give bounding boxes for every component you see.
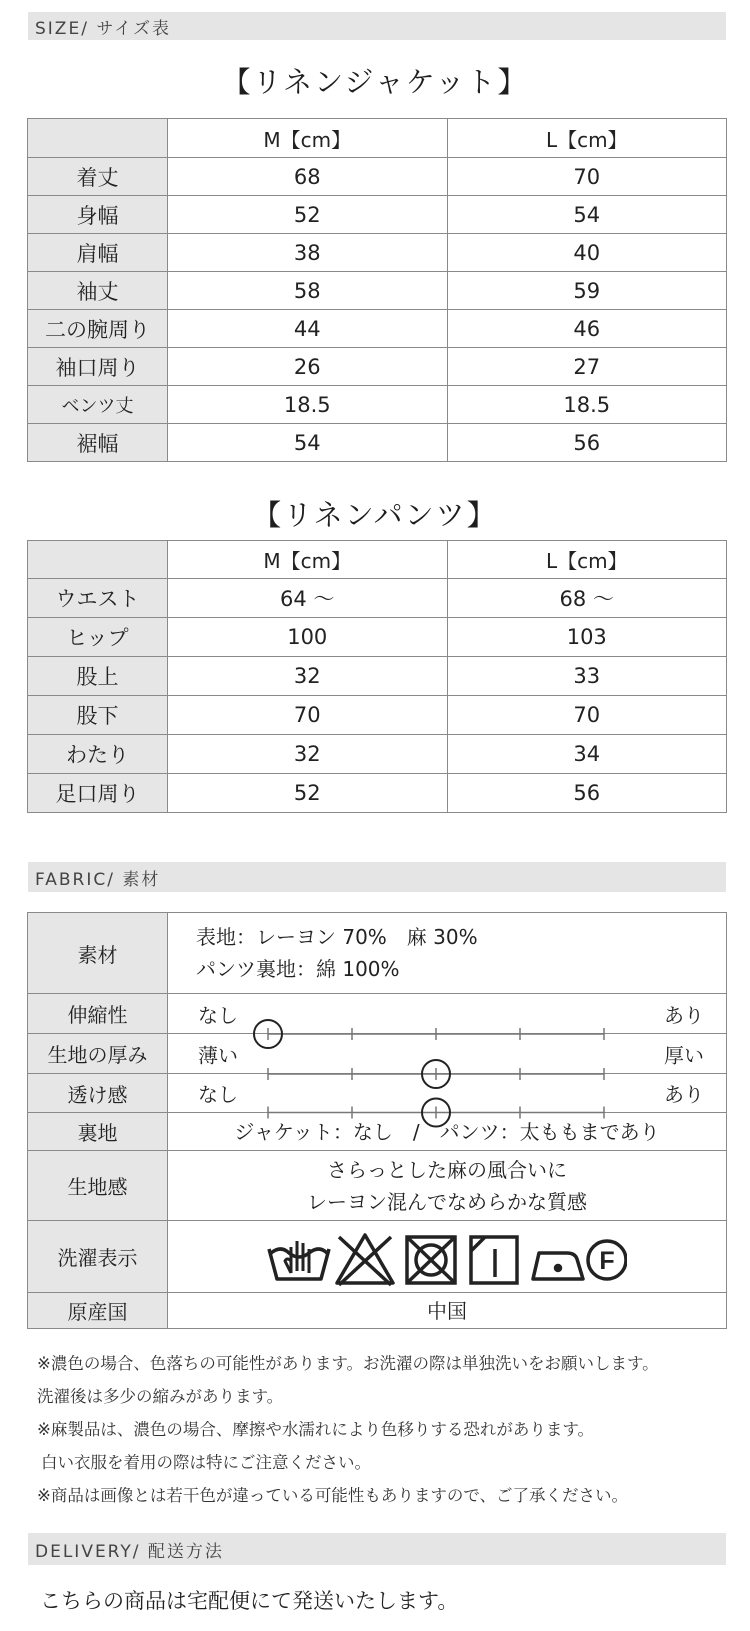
- row-label: ヒップ: [28, 618, 168, 657]
- material-cell: [168, 913, 727, 994]
- row-label: 股上: [28, 657, 168, 696]
- jacket-title: 【リネンジャケット】: [221, 65, 529, 99]
- scale-left-label: なし: [198, 1003, 238, 1027]
- dry-clean-f-icon: [588, 1241, 626, 1279]
- value-m: 68: [168, 158, 448, 196]
- stretch-scale-cell: [168, 994, 727, 1034]
- value-m: 70: [168, 696, 448, 735]
- header-blank-cell: [28, 119, 168, 158]
- table-row: [28, 386, 727, 424]
- header-m: M【cm】: [168, 541, 448, 579]
- table-row: [28, 158, 727, 196]
- table-row: [28, 348, 727, 386]
- table-row: [28, 774, 727, 813]
- scale-left-label: 薄い: [198, 1043, 238, 1067]
- value-l: 46: [447, 310, 727, 348]
- value-m: 52: [168, 774, 448, 813]
- table-header-row: [28, 119, 727, 158]
- value-l: 27: [447, 348, 727, 386]
- table-header-row: [28, 541, 727, 579]
- notes: [37, 1347, 737, 1512]
- line-dry-shade-icon: [471, 1237, 517, 1283]
- header-l: L【cm】: [447, 119, 727, 158]
- value-l: 70: [447, 696, 727, 735]
- fabric-row-feel: [28, 1151, 727, 1221]
- table-row: [28, 618, 727, 657]
- fabric-row-origin: [28, 1293, 727, 1329]
- row-label: 生地感: [28, 1151, 168, 1221]
- feel-line-1: さらっとした麻の風合いに: [327, 1157, 567, 1182]
- value-l: 56: [447, 774, 727, 813]
- value-m: 18.5: [168, 386, 448, 424]
- stretch-scale-graphic: [168, 1014, 728, 1054]
- note-line: ※商品は画像とは若干色が違っている可能性もありますので、ご了承ください。: [37, 1486, 628, 1505]
- row-label: 袖口周り: [28, 348, 168, 386]
- header-l: L【cm】: [447, 541, 727, 579]
- thickness-scale-graphic: [168, 1054, 728, 1094]
- value-m: 26: [168, 348, 448, 386]
- row-label: 着丈: [28, 158, 168, 196]
- row-label: ウエスト: [28, 579, 168, 618]
- row-label: 生地の厚み: [28, 1034, 168, 1074]
- material-line-1: 表地：レーヨン 70% 麻 30%: [196, 925, 478, 949]
- header-m: M【cm】: [168, 119, 448, 158]
- fabric-row-stretch: [28, 994, 727, 1034]
- row-label: 裏地: [28, 1113, 168, 1151]
- row-label: 身幅: [28, 196, 168, 234]
- row-label: わたり: [28, 735, 168, 774]
- fabric-row-material: [28, 913, 727, 994]
- value-m: 32: [168, 735, 448, 774]
- lining-value: ジャケット：なし / パンツ：太ももまであり: [168, 1113, 727, 1151]
- care-icons-cell: [168, 1221, 727, 1293]
- value-l: 33: [447, 657, 727, 696]
- value-m: 52: [168, 196, 448, 234]
- fabric-row-care: [28, 1221, 727, 1293]
- material-line-2: パンツ裏地：綿 100%: [196, 957, 400, 981]
- hand-wash-icon: [269, 1241, 329, 1279]
- no-tumble-dry-icon: [407, 1237, 455, 1283]
- value-l: 54: [447, 196, 727, 234]
- value-m: 64 〜: [168, 579, 448, 618]
- fabric-table: [27, 912, 727, 1329]
- scale-right-label: 厚い: [664, 1043, 704, 1067]
- note-line: 白い衣服を着用の際は特にご注意ください。: [41, 1453, 371, 1472]
- value-m: 44: [168, 310, 448, 348]
- iron-low-icon: [533, 1253, 583, 1279]
- table-row: [28, 272, 727, 310]
- table-row: [28, 579, 727, 618]
- scale-left-label: なし: [198, 1082, 238, 1107]
- sheer-scale-graphic: [168, 1093, 728, 1132]
- jacket-size-table: [27, 118, 727, 462]
- table-row: [28, 735, 727, 774]
- value-l: 40: [447, 234, 727, 272]
- value-l: 103: [447, 618, 727, 657]
- value-l: 68 〜: [447, 579, 727, 618]
- value-m: 58: [168, 272, 448, 310]
- table-row: [28, 657, 727, 696]
- delivery-text: こちらの商品は宅配便にて発送いたします。: [40, 1589, 459, 1613]
- row-label: 素材: [28, 913, 168, 994]
- origin-value: 中国: [168, 1293, 727, 1329]
- note-line: ※麻製品は、濃色の場合、摩擦や水濡れにより色移りする恐れがあります。: [37, 1420, 595, 1439]
- value-m: 100: [168, 618, 448, 657]
- feel-cell: [168, 1151, 727, 1221]
- scale-right-label: あり: [664, 1003, 704, 1027]
- care-symbols: [267, 1227, 627, 1287]
- value-l: 18.5: [447, 386, 727, 424]
- fabric-section-heading: FABRIC/ 素材: [28, 862, 726, 892]
- value-m: 54: [168, 424, 448, 462]
- table-row: [28, 310, 727, 348]
- header-blank-cell: [28, 541, 168, 579]
- value-l: 70: [447, 158, 727, 196]
- note-line: 洗濯後は多少の縮みがあります。: [37, 1387, 284, 1406]
- table-row: [28, 424, 727, 462]
- value-l: 34: [447, 735, 727, 774]
- row-label: 裾幅: [28, 424, 168, 462]
- pants-size-table: [27, 540, 727, 813]
- size-section-heading: SIZE/ サイズ表: [28, 12, 726, 40]
- value-m: 38: [168, 234, 448, 272]
- row-label: 伸縮性: [28, 994, 168, 1034]
- value-l: 56: [447, 424, 727, 462]
- pants-title: 【リネンパンツ】: [252, 498, 498, 532]
- no-bleach-icon: [337, 1235, 393, 1285]
- value-l: 59: [447, 272, 727, 310]
- table-row: [28, 196, 727, 234]
- row-label: 肩幅: [28, 234, 168, 272]
- row-label: 原産国: [28, 1293, 168, 1329]
- table-row: [28, 234, 727, 272]
- row-label: 二の腕周り: [28, 310, 168, 348]
- row-label: 足口周り: [28, 774, 168, 813]
- table-row: [28, 696, 727, 735]
- dry-clean-letter: F: [599, 1246, 615, 1275]
- value-m: 32: [168, 657, 448, 696]
- feel-line-2: レーヨン混んでなめらかな質感: [307, 1189, 587, 1214]
- delivery-section-heading: DELIVERY/ 配送方法: [28, 1533, 726, 1565]
- note-line: ※濃色の場合、色落ちの可能性があります。お洗濯の際は単独洗いをお願いします。: [37, 1354, 659, 1373]
- row-label: ベンツ丈: [28, 386, 168, 424]
- row-label: 袖丈: [28, 272, 168, 310]
- row-label: 透け感: [28, 1074, 168, 1113]
- row-label: 洗濯表示: [28, 1221, 168, 1293]
- row-label: 股下: [28, 696, 168, 735]
- scale-right-label: あり: [664, 1082, 704, 1107]
